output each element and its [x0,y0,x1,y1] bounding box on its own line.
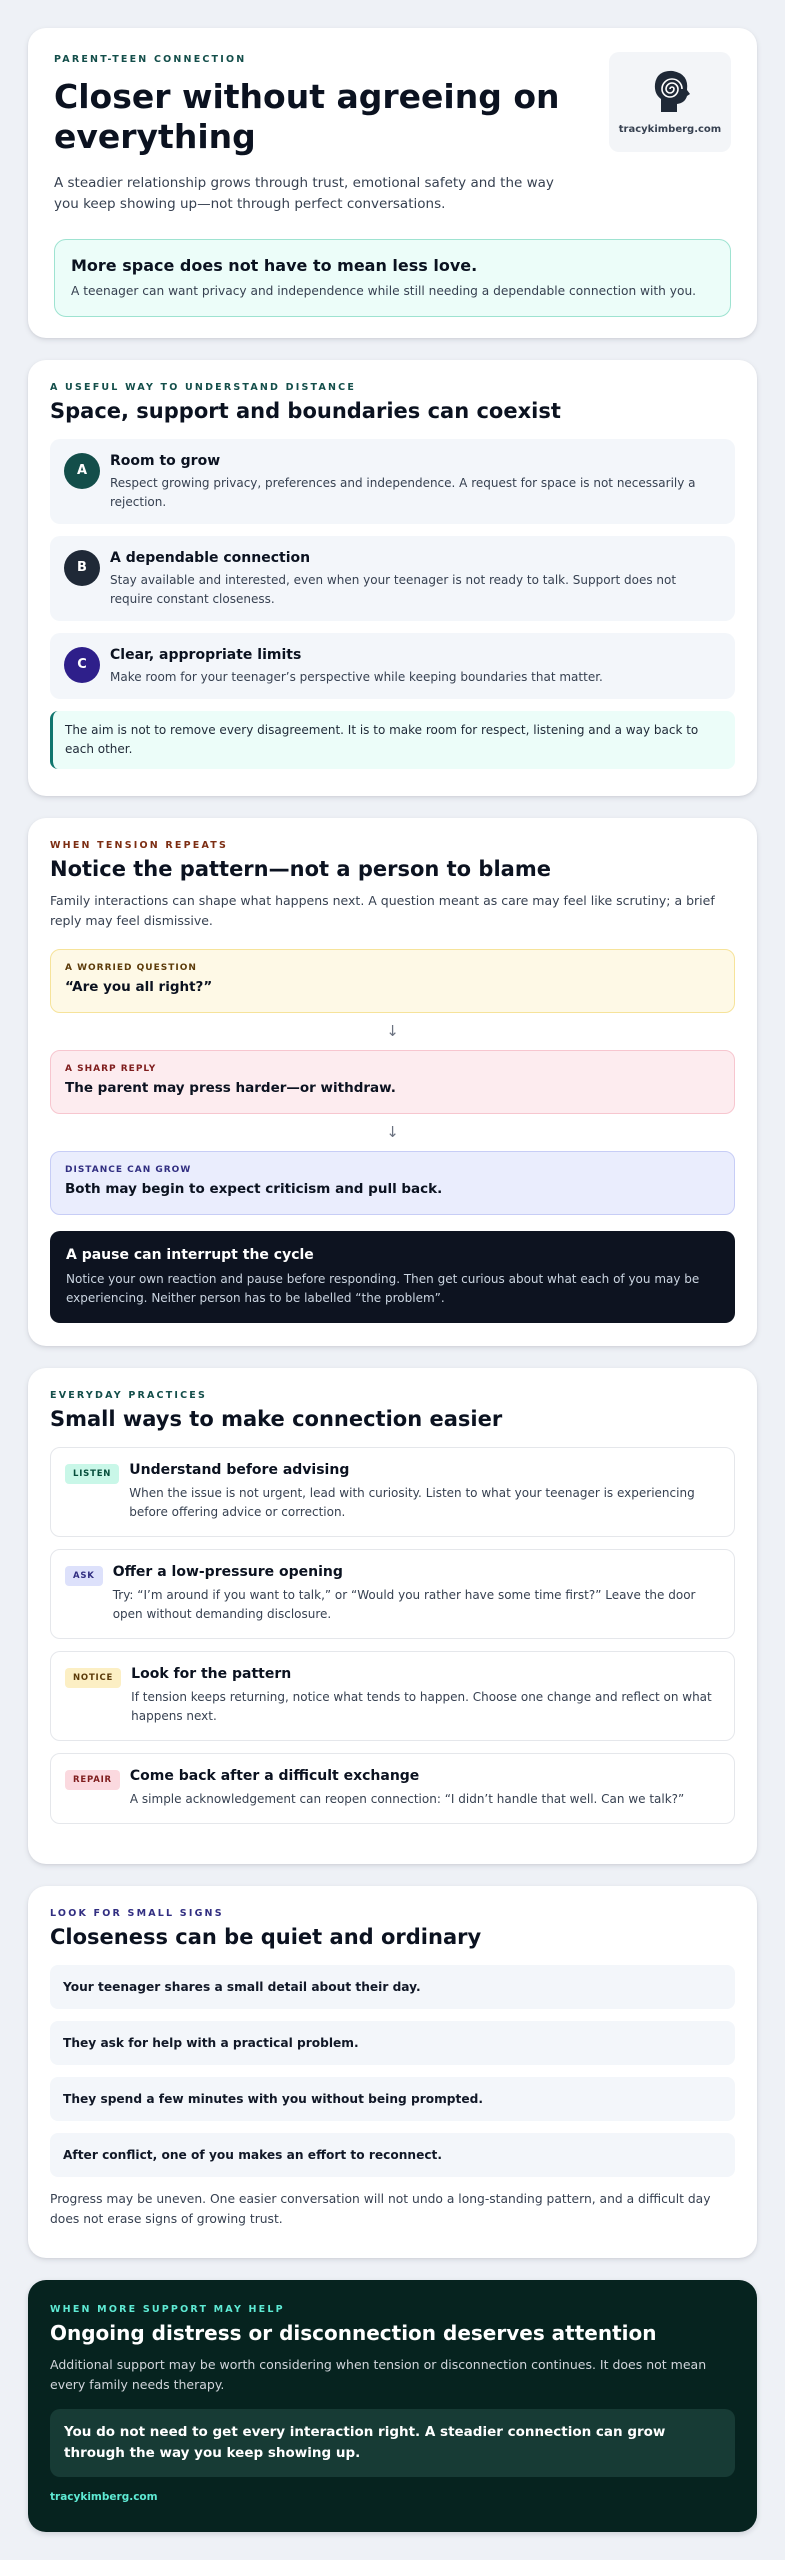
cycle-step-label: A WORRIED QUESTION [65,963,197,973]
hero-eyebrow: PARENT-TEEN CONNECTION [54,54,247,65]
pillar-text: Respect growing privacy, preferences and independence. A request for space is not necessarily a rejection. [110,476,696,509]
practice-notice [50,1651,735,1741]
practice-text: A simple acknowledgement can reopen connection: “I didn’t handle that well. Can we talk?” [129,1792,685,1806]
sign-item: After conflict, one of you makes an effort to reconnect. [50,2133,735,2177]
cycle-step-label: DISTANCE CAN GROW [65,1165,192,1175]
practice-title: Offer a low-pressure opening [112,1564,343,1580]
practice-title: Look for the pattern [131,1666,292,1682]
pillar-badge: C [64,647,100,683]
practice-ask [50,1549,735,1639]
practice-tag: ASK [65,1566,103,1586]
pillar-text: Stay available and interested, even when your teenager is not ready to talk. Support does not require constant closeness. [110,573,677,606]
hero-card [28,28,757,338]
aim-note: The aim is not to remove every disagreement. It is to make room for respect, listening and a way back to each other. [50,711,735,769]
brand-logo [609,52,731,152]
site-link[interactable]: tracykimberg.com [50,2491,158,2503]
practice-title: Come back after a difficult exchange [129,1768,420,1784]
head-spiral-icon [647,66,693,116]
brand-logo-text: tracykimberg.com [618,124,722,135]
practices-section [28,1368,757,1864]
sign-list [50,1965,735,2177]
practice-tag: LISTEN [65,1464,119,1484]
pause-callout [50,1231,735,1323]
practice-listen [50,1447,735,1537]
pause-title: A pause can interrupt the cycle [66,1247,314,1263]
section-eyebrow: WHEN TENSION REPEATS [50,840,229,851]
section-eyebrow: EVERYDAY PRACTICES [50,1390,208,1401]
pillar-list [50,439,735,699]
section-eyebrow: LOOK FOR SMALL SIGNS [50,1908,224,1919]
cycle-step-label: A SHARP REPLY [65,1064,157,1074]
section-title: Small ways to make connection easier [50,1407,503,1431]
section-eyebrow: A USEFUL WAY TO UNDERSTAND DISTANCE [50,382,357,393]
cycle-step-distance [50,1151,735,1215]
support-text: Additional support may be worth considering when tension or disconnection continues. It does not mean every family needs therapy. [50,2357,707,2392]
page-title: Closer without agreeing on everything [54,77,560,156]
distance-section [28,360,757,796]
pillar-badge: B [64,550,100,586]
pillar-title: Clear, appropriate limits [110,647,302,663]
section-title: Notice the pattern—not a person to blame [50,857,551,881]
support-highlight: You do not need to get every interaction right. A steadier connection can grow through the way you keep showing up. [50,2409,735,2477]
support-section [28,2280,757,2532]
practice-list [50,1447,735,1824]
pillar-clear-limits [50,633,735,699]
pattern-section [28,818,757,1346]
hero-callout-title: More space does not have to mean less love. [71,256,478,275]
signs-section [28,1886,757,2258]
practice-tag: NOTICE [65,1668,121,1688]
practice-title: Understand before advising [129,1462,350,1478]
pillar-title: A dependable connection [110,550,311,566]
practice-text: When the issue is not urgent, lead with curiosity. Listen to what your teenager is experiencing before offering advice or correction. [129,1486,695,1519]
cycle-step-worried-question [50,949,735,1013]
cycle-step-sharp-reply [50,1050,735,1114]
pause-text: Notice your own reaction and pause before responding. Then get curious about what each of you may be experiencing. Neither person has to be labelled “the problem”. [66,1272,700,1305]
practice-text: Try: “I’m around if you want to talk,” or “Would you rather have some time first?” Leave the door open without demanding disclosure. [112,1588,696,1621]
hero-callout [54,239,731,317]
cycle-step-text: The parent may press harder—or withdraw. [65,1080,396,1096]
hero-callout-text: A teenager can want privacy and independence while still needing a dependable connection with you. [71,284,697,298]
practice-text: If tension keeps returning, notice what tends to happen. Choose one change and reflect on what happens next. [131,1690,712,1723]
hero-intro: A steadier relationship grows through trust, emotional safety and the way you keep showing up—not through perfect conversations. [54,175,554,212]
sign-item: Your teenager shares a small detail about their day. [50,1965,735,2009]
section-title: Closeness can be quiet and ordinary [50,1925,482,1949]
practice-tag: REPAIR [65,1770,120,1790]
pillar-title: Room to grow [110,453,221,469]
section-title: Space, support and boundaries can coexist [50,399,561,423]
arrow-down-icon: ↓ [386,1022,399,1040]
section-intro: Family interactions can shape what happens next. A question meant as care may feel like scrutiny; a brief reply may feel dismissive. [50,893,715,928]
sign-item: They ask for help with a practical problem. [50,2021,735,2065]
pillar-room-to-grow [50,439,735,524]
pillar-badge: A [64,453,100,489]
pillar-text: Make room for your teenager’s perspective while keeping boundaries that matter. [110,670,603,684]
arrow-down-icon: ↓ [386,1123,399,1141]
cycle-step-text: Both may begin to expect criticism and pull back. [65,1181,443,1197]
practice-repair [50,1753,735,1824]
section-eyebrow: WHEN MORE SUPPORT MAY HELP [50,2304,285,2315]
pillar-dependable-connection [50,536,735,621]
signs-footer: Progress may be uneven. One easier conversation will not undo a long-standing pattern, and a difficult day does not erase signs of growing trust. [50,2192,711,2226]
section-title: Ongoing distress or disconnection deserves attention [50,2321,657,2345]
sign-item: They spend a few minutes with you without being prompted. [50,2077,735,2121]
cycle-step-text: “Are you all right?” [65,979,213,995]
